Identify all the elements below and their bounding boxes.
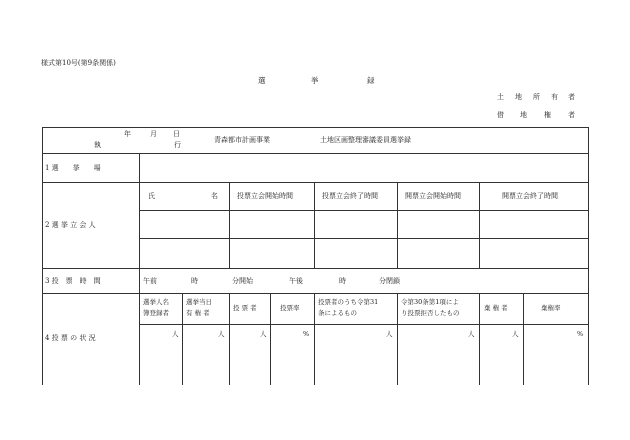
rule-witness-header	[139, 210, 589, 211]
rule-label-column	[139, 153, 140, 385]
rule-witness-row	[139, 238, 589, 239]
rule-witness-col-4	[479, 182, 480, 268]
witnesses-label: 2 選 挙 立 会 人	[45, 221, 96, 229]
rule-witness-col-3	[397, 182, 398, 268]
rule-status-col-4	[314, 293, 315, 385]
rule-status-col-1	[182, 293, 183, 385]
unit-abstention-rate: %	[577, 330, 584, 338]
voting-time-label: 3 投 票 時 間	[45, 277, 101, 285]
name-header-1: 氏	[148, 192, 155, 200]
rule-top	[42, 127, 589, 128]
count-end-header: 開票立会終了時間	[502, 192, 558, 200]
project-name: 青森都市計画事業	[214, 136, 270, 144]
rule-right	[588, 127, 589, 385]
title-char-1: 選	[258, 76, 266, 85]
art30-header-2: り投票拒否したもの	[401, 309, 460, 317]
rule-after-time	[42, 293, 589, 294]
rule-status-col-3	[270, 293, 271, 385]
landowner-char-1: 土	[497, 93, 504, 101]
rule-status-col-7	[523, 293, 524, 385]
lessee-char-2: 地	[520, 111, 527, 119]
unit-turnout: %	[303, 330, 310, 338]
art31-header-2: 条によるもの	[318, 309, 357, 317]
rule-status-col-6	[479, 293, 480, 385]
time-pm: 午後	[289, 277, 303, 285]
count-start-header: 開票立会開始時間	[405, 192, 461, 200]
name-header-2: 名	[211, 192, 218, 200]
rule-after-venue	[42, 182, 589, 183]
rule-status-col-5	[397, 293, 398, 385]
voting-status-label: 4 投 票 の 状 況	[45, 334, 96, 342]
art31-header-1: 投票者のうち令第31	[318, 298, 379, 306]
execution-month: 月	[150, 130, 157, 138]
registered-header-2: 簿登録者	[143, 309, 169, 317]
unit-abstainers: 人	[512, 330, 519, 338]
title-char-2: 挙	[311, 76, 319, 85]
rule-status-col-2	[229, 293, 230, 385]
execution-label-1: 執	[94, 141, 101, 149]
voters-header: 投 票 者	[233, 304, 257, 312]
landowner-char-2: 地	[515, 93, 522, 101]
unit-voters: 人	[260, 330, 267, 338]
venue-label: 1 選 挙 場	[45, 164, 101, 172]
execution-year: 年	[124, 130, 131, 138]
landowner-char-4: 有	[551, 93, 558, 101]
landowner-char-5: 者	[568, 93, 575, 101]
execution-day: 日	[173, 130, 180, 138]
time-minute-close: 分閉鎖	[379, 277, 400, 285]
unit-eligible: 人	[218, 330, 225, 338]
execution-label-2: 行	[174, 141, 181, 149]
time-hour-1: 時	[191, 277, 198, 285]
eligible-header-2: 有 権 者	[186, 309, 210, 317]
time-hour-2: 時	[339, 277, 346, 285]
vote-end-header: 投票立会終了時間	[322, 192, 378, 200]
lessee-char-3: 権	[544, 111, 551, 119]
registered-header-1: 選挙人名	[143, 298, 169, 306]
rule-after-execution	[42, 153, 589, 154]
rule-left	[42, 127, 43, 385]
abstainers-header: 棄 権 者	[484, 304, 508, 312]
lessee-char-4: 者	[568, 111, 575, 119]
abstention-rate-header: 棄権率	[541, 304, 561, 312]
time-minute-start: 分開始	[232, 277, 253, 285]
eligible-header-1: 選挙当日	[186, 298, 212, 306]
lessee-char-1: 借	[497, 111, 504, 119]
rule-witness-col-2	[314, 182, 315, 268]
vote-start-header: 投票立会開始時間	[237, 192, 293, 200]
form-number: 様式第10号(第9条関係)	[41, 59, 116, 67]
art30-header-1: 令第30条第1項によ	[401, 298, 459, 306]
unit-registered: 人	[172, 330, 179, 338]
unit-art30: 人	[468, 330, 475, 338]
landowner-char-3: 所	[533, 93, 540, 101]
rule-status-header	[139, 324, 589, 325]
rule-witness-col-1	[229, 182, 230, 268]
unit-art31: 人	[386, 330, 393, 338]
time-am: 午前	[143, 277, 157, 285]
election-name: 土地区画整理審議委員選挙録	[320, 136, 411, 144]
turnout-header: 投票率	[280, 304, 300, 312]
title-char-3: 録	[367, 76, 375, 85]
rule-after-witness	[42, 268, 589, 269]
